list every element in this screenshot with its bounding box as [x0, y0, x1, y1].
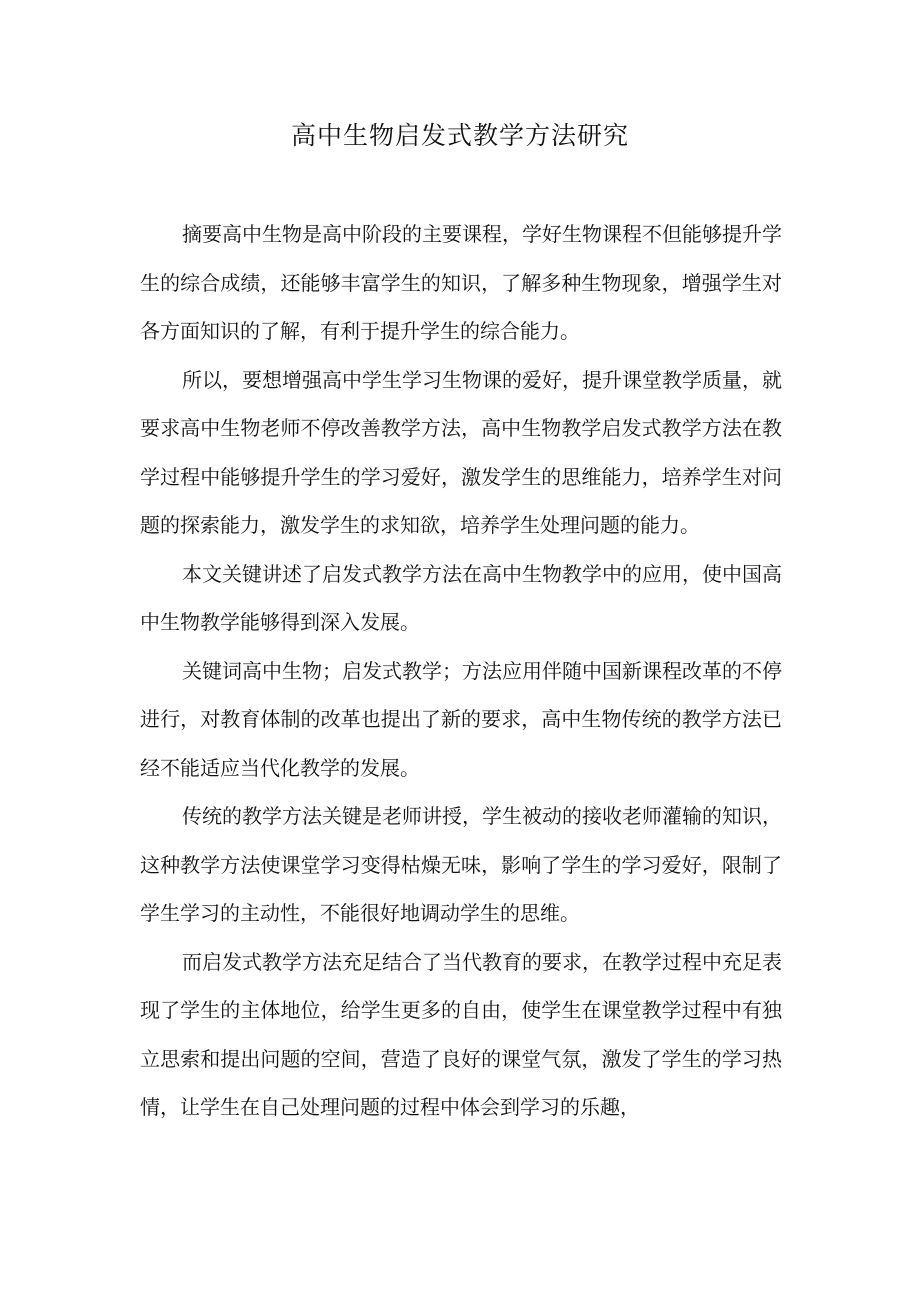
paragraph-traditional-method: 传统的教学方法关键是老师讲授，学生被动的接收老师灌输的知识，这种教学方法使课堂学习变得枯燥无味，影响了学生的学习爱好，限制了学生学习的主动性，不能很好地调动学生的思维。 — [140, 804, 782, 925]
document-body — [140, 210, 782, 1132]
paragraph-abstract: 摘要高中生物是高中阶段的主要课程，学好生物课程不但能够提升学生的综合成绩，还能够丰富学生的知识，了解多种生物现象，增强学生对各方面知识的了解，有利于提升学生的综合能力。 — [140, 222, 782, 343]
paragraph-keywords: 关键词高中生物；启发式教学；方法应用伴随中国新课程改革的不停进行，对教育体制的改革也提出了新的要求，高中生物传统的教学方法已经不能适应当代化教学的发展。 — [140, 658, 782, 780]
paragraph-summary: 本文关键讲述了启发式教学方法在高中生物教学中的应用，使中国高中生物教学能够得到深入发展。 — [140, 561, 782, 634]
page-title: 高中生物启发式教学方法研究 — [290, 121, 629, 150]
paragraph-motivation: 所以，要想增强高中学生学习生物课的爱好，提升课堂教学质量，就要求高中生物老师不停改善教学方法，高中生物教学启发式教学方法在教学过程中能够提升学生的学习爱好，激发学生的思维能力，培养学生对问题的探索能力，激发学生的求知欲，培养学生处理问题的能力。 — [140, 367, 782, 537]
paragraph-heuristic-method: 而启发式教学方法充足结合了当代教育的要求，在教学过程中充足表现了学生的主体地位，给学生更多的自由，使学生在课堂教学过程中有独立思索和提出问题的空间，营造了良好的课堂气氛，激发了学生的学习热情，让学生在自己处理问题的过程中体会到学习的乐趣， — [140, 949, 782, 1119]
